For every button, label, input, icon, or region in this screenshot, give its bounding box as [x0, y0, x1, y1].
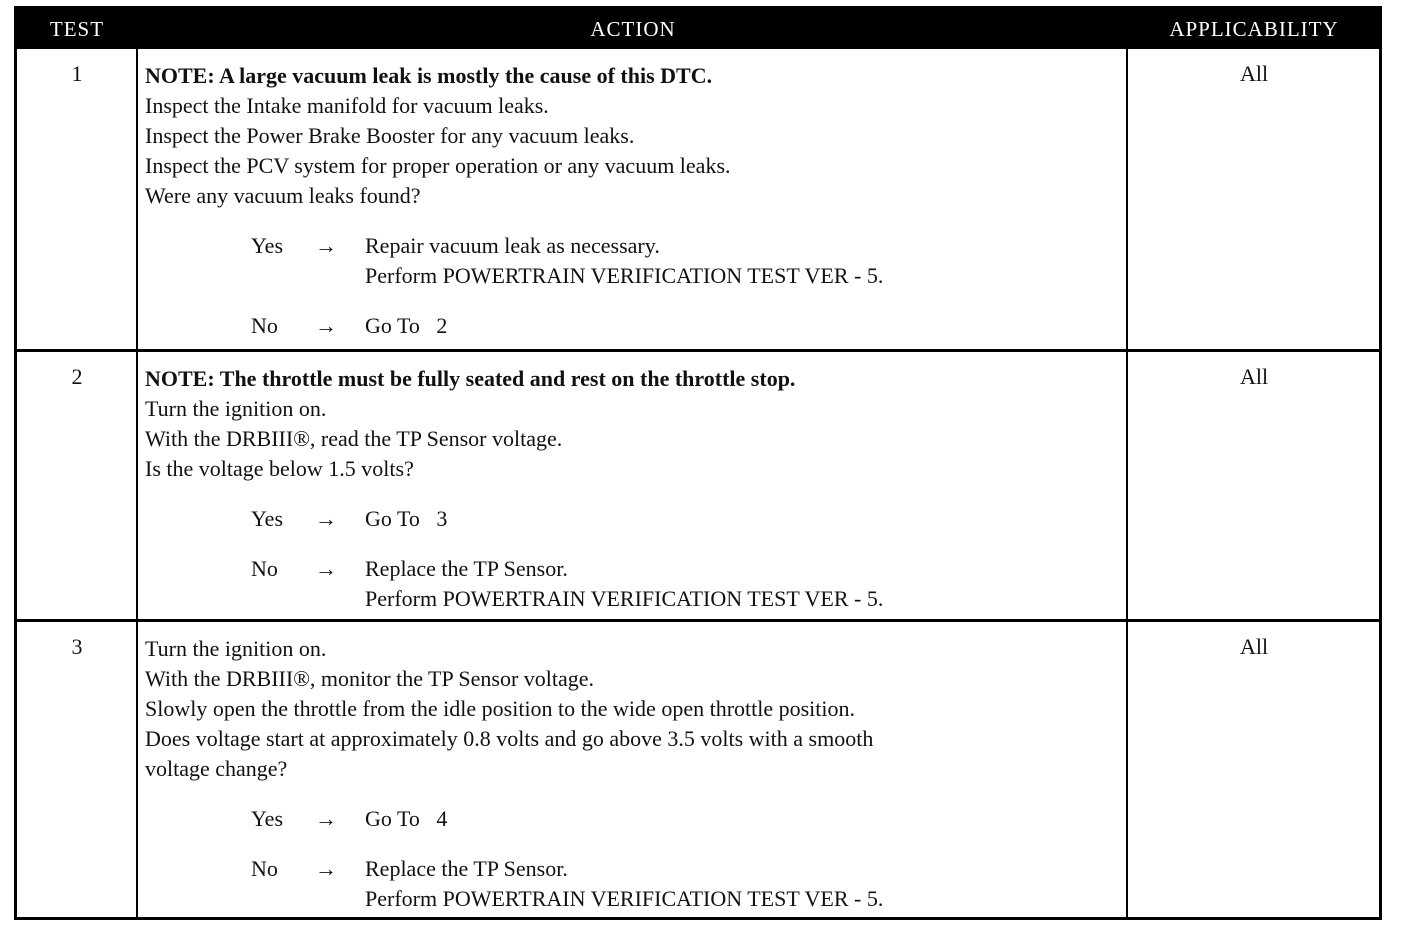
no-result: Go To 2 — [365, 313, 448, 338]
action-line: With the DRBIII®, monitor the TP Sensor voltage. — [145, 666, 595, 691]
right-arrow-icon: → — [315, 313, 337, 338]
yes-label: Yes — [251, 506, 284, 531]
no-result: Replace the TP Sensor. — [365, 856, 568, 881]
right-arrow-icon: → — [315, 806, 337, 831]
action-line: Inspect the Intake manifold for vacuum leaks. — [145, 93, 549, 118]
action-line: voltage change? — [145, 756, 288, 781]
note-text: NOTE: The throttle must be fully seated and rest on the throttle stop. — [145, 366, 796, 391]
no-answer — [251, 854, 1125, 914]
action-line: With the DRBIII®, read the TP Sensor voltage. — [145, 426, 563, 451]
header-action: ACTION — [590, 17, 676, 41]
action-line: Turn the ignition on. — [145, 636, 327, 661]
applicability-value: All — [1239, 364, 1269, 389]
yes-label: Yes — [251, 233, 284, 258]
no-label: No — [251, 856, 278, 881]
yes-result: Repair vacuum leak as necessary. — [365, 233, 660, 258]
action-line: Is the voltage below 1.5 volts? — [145, 456, 414, 481]
no-answer — [251, 311, 1125, 341]
test-number: 1 — [71, 61, 83, 86]
table-header — [17, 9, 1379, 49]
applicability-value: All — [1239, 61, 1269, 86]
action-line: Does voltage start at approximately 0.8 volts and go above 3.5 volts with a smooth — [145, 726, 874, 751]
right-arrow-icon: → — [315, 856, 337, 881]
table-row — [17, 352, 1379, 619]
no-result: Perform POWERTRAIN VERIFICATION TEST VER - 5. — [365, 586, 884, 611]
applicability-value: All — [1239, 634, 1269, 659]
yes-answer — [251, 804, 1125, 834]
yes-result: Go To 3 — [365, 506, 448, 531]
yes-result: Go To 4 — [365, 806, 448, 831]
no-label: No — [251, 313, 278, 338]
action-cell — [145, 61, 1125, 341]
action-line: Turn the ignition on. — [145, 396, 327, 421]
no-result: Perform POWERTRAIN VERIFICATION TEST VER - 5. — [365, 886, 884, 911]
yes-result: Perform POWERTRAIN VERIFICATION TEST VER - 5. — [365, 263, 884, 288]
right-arrow-icon: → — [315, 233, 337, 258]
action-cell — [145, 634, 1125, 914]
no-result: Replace the TP Sensor. — [365, 556, 568, 581]
right-arrow-icon: → — [315, 556, 337, 581]
action-cell — [145, 364, 1125, 614]
header-applicability: APPLICABILITY — [1169, 17, 1339, 41]
no-answer — [251, 554, 1125, 614]
test-number: 2 — [71, 364, 83, 389]
table-row — [17, 49, 1379, 349]
yes-label: Yes — [251, 806, 284, 831]
action-line: Inspect the Power Brake Booster for any vacuum leaks. — [145, 123, 635, 148]
action-line: Inspect the PCV system for proper operation or any vacuum leaks. — [145, 153, 731, 178]
note-text: NOTE: A large vacuum leak is mostly the cause of this DTC. — [145, 63, 713, 88]
diagnostic-table — [14, 6, 1382, 920]
header-test: TEST — [49, 17, 105, 41]
test-number: 3 — [71, 634, 83, 659]
yes-answer — [251, 231, 1125, 291]
action-line: Were any vacuum leaks found? — [145, 183, 421, 208]
table-row — [17, 622, 1379, 917]
action-line: Slowly open the throttle from the idle position to the wide open throttle position. — [145, 696, 856, 721]
right-arrow-icon: → — [315, 506, 337, 531]
no-label: No — [251, 556, 278, 581]
yes-answer — [251, 504, 1125, 534]
